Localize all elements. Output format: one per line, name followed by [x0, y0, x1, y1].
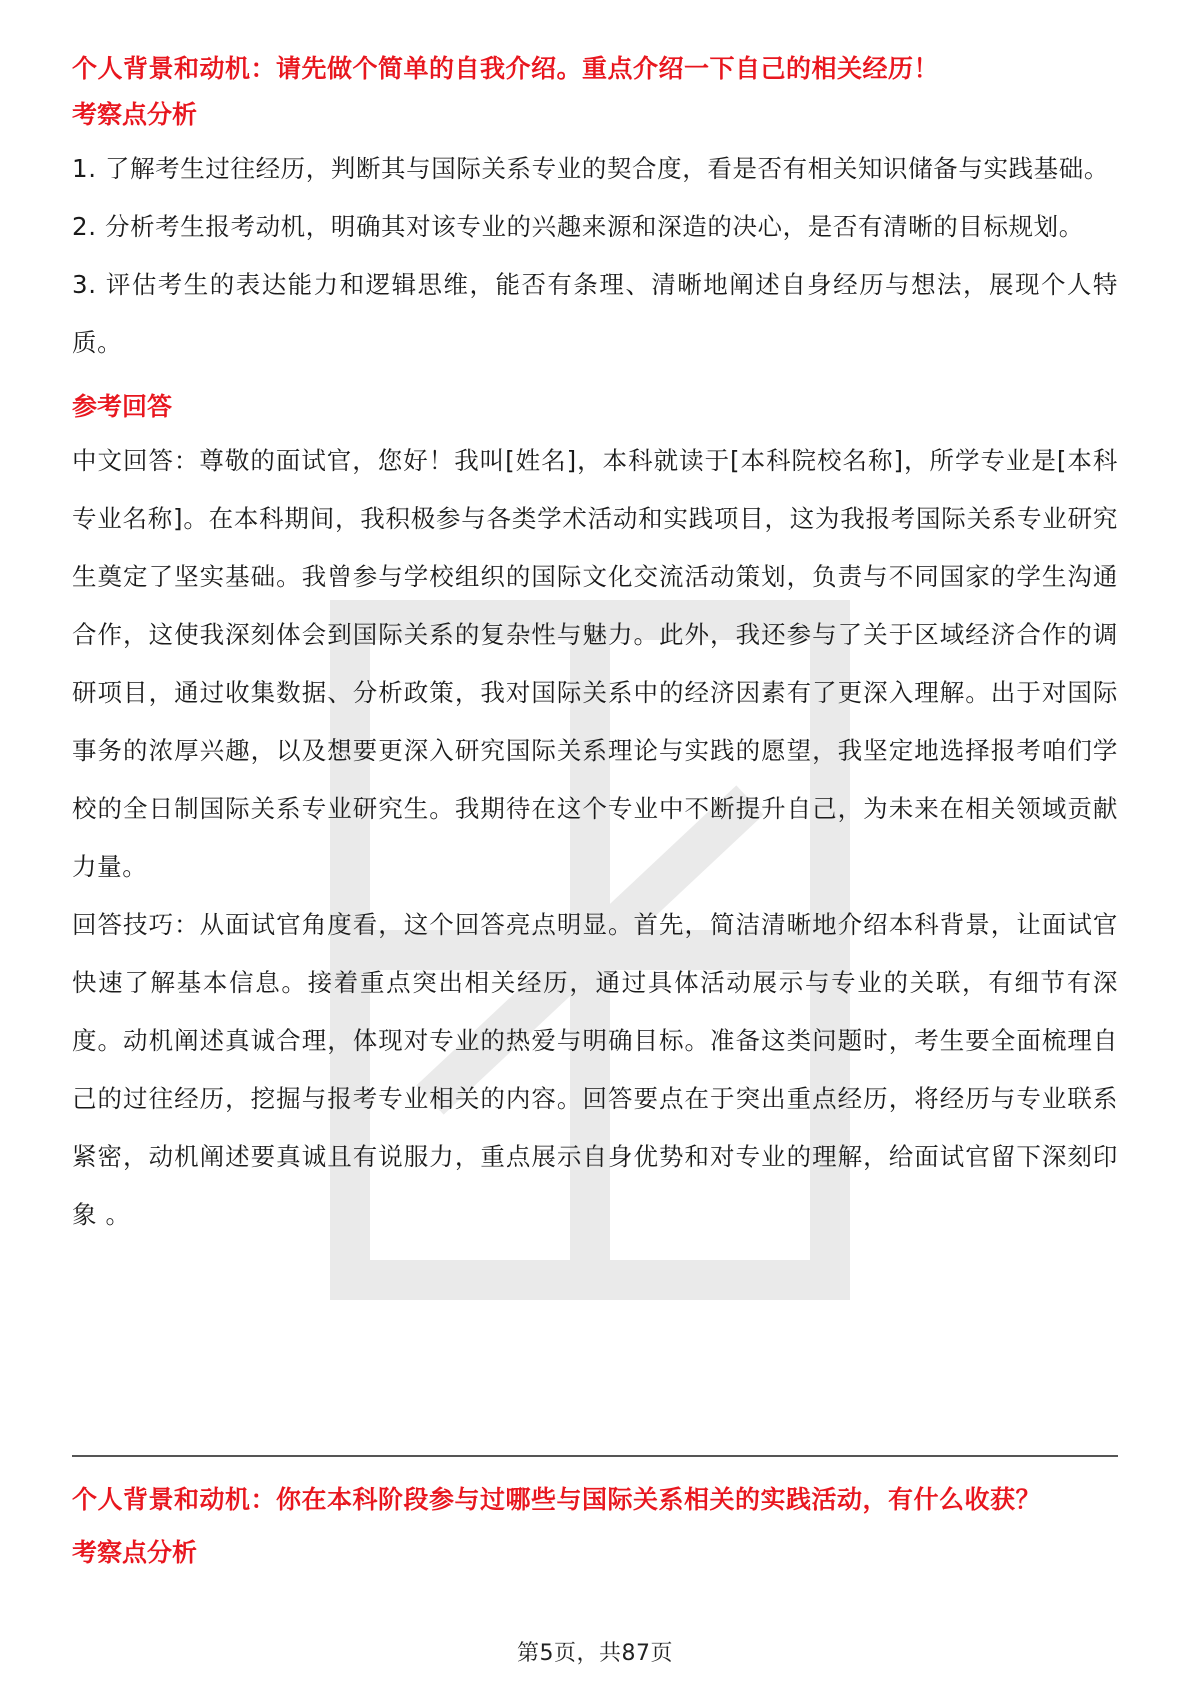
analysis-item-2: 2. 分析考生报考动机，明确其对该专业的兴趣来源和深造的决心，是否有清晰的目标规划。 — [72, 212, 1084, 241]
analysis-list — [72, 140, 1118, 372]
section-divider — [72, 1455, 1118, 1457]
analysis-item-1: 1. 了解考生过往经历，判断其与国际关系专业的契合度，看是否有相关知识储备与实践基础。 — [72, 154, 1109, 183]
question-2-title: 个人背景和动机：你在本科阶段参与过哪些与国际关系相关的实践活动，有什么收获？ — [72, 1485, 1042, 1514]
answer-heading: 参考回答 — [72, 392, 173, 421]
analysis-heading: 考察点分析 — [72, 100, 198, 129]
answer-tips: 回答技巧：从面试官角度看，这个回答亮点明显。首先，简洁清晰地介绍本科背景，让面试官快速了解基本信息。接着重点突出相关经历，通过具体活动展示与专业的关联，有细节有深度。动机阐述真诚合理，体现对专业的热爱与明确目标。准备这类问题时，考生要全面梳理自己的过往经历，挖掘与报考专业相关的内容。回答要点在于突出重点经历，将经历与专业联系紧密，动机阐述要真诚且有说服力，重点展示自身优势和对专业的理解，给面试官留下深刻印象 。 — [72, 910, 1118, 1229]
question-2 — [72, 1482, 1118, 1578]
page-content — [72, 52, 1118, 1244]
analysis-item-3: 3. 评估考生的表达能力和逻辑思维，能否有条理、清晰地阐述自身经历与想法，展现个人特质。 — [72, 270, 1118, 357]
question-1-title: 个人背景和动机：请先做个简单的自我介绍。重点介绍一下自己的相关经历！ — [72, 54, 940, 83]
answer-chinese: 中文回答：尊敬的面试官，您好！我叫[姓名]，本科就读于[本科院校名称]，所学专业是[本科专业名称]。在本科期间，我积极参与各类学术活动和实践项目，这为我报考国际关系专业研究生奠定了坚实基础。我曾参与学校组织的国际文化交流活动策划，负责与不同国家的学生沟通合作，这使我深刻体会到国际关系的复杂性与魅力。此外，我还参与了关于区域经济合作的调研项目，通过收集数据、分析政策，我对国际关系中的经济因素有了更深入理解。出于对国际事务的浓厚兴趣，以及想要更深入研究国际关系理论与实践的愿望，我坚定地选择报考咱们学校的全日制国际关系专业研究生。我期待在这个专业中不断提升自己，为未来在相关领域贡献力量。 — [72, 446, 1118, 881]
analysis-heading-2: 考察点分析 — [72, 1538, 198, 1567]
page-footer: 第5页，共87页 — [517, 1641, 673, 1666]
